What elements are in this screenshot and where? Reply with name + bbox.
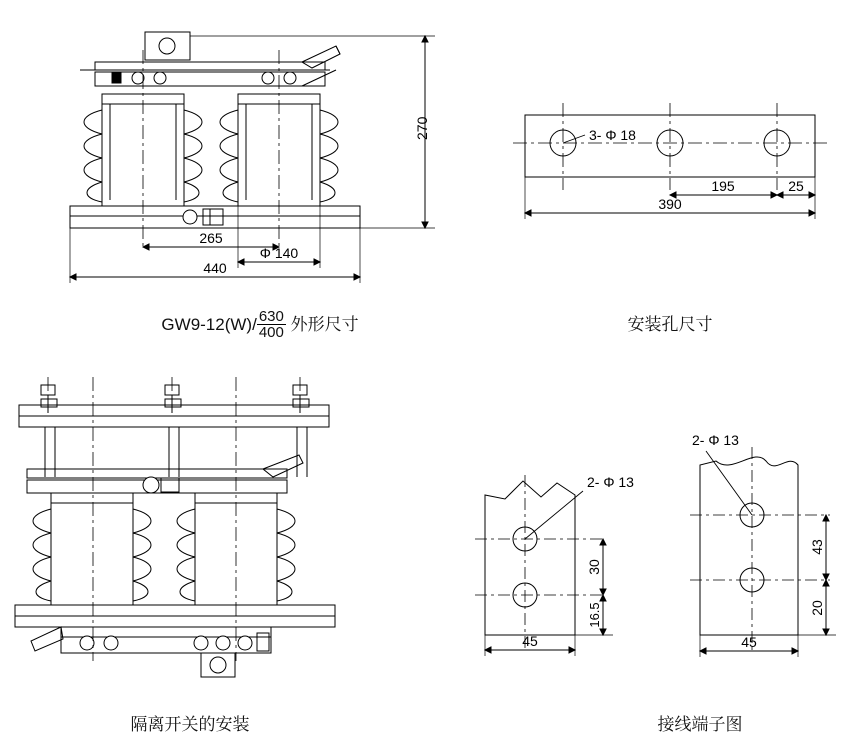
label-45-right: 45 [741, 634, 757, 650]
label-3-phi-18: 3- Φ 18 [589, 127, 636, 143]
terminal-plate-left [485, 481, 575, 635]
bolt-1 [132, 72, 144, 84]
figure-mounting-holes [505, 95, 845, 235]
outline-drawing [40, 10, 460, 300]
label-265: 265 [199, 230, 223, 246]
installation-insulator-left [33, 493, 151, 605]
base-block [203, 209, 223, 225]
caption-1-denominator: 400 [258, 324, 284, 342]
terminal-left-drawing [465, 455, 655, 665]
top-bracket-hole [159, 38, 175, 54]
bolt-2 [154, 72, 166, 84]
bolt-3 [262, 72, 274, 84]
figure-outline-dimensions [40, 10, 460, 300]
mounting-holes-drawing [505, 95, 845, 235]
label-25: 25 [788, 178, 804, 194]
label-30: 30 [586, 559, 602, 575]
label-440: 440 [203, 260, 227, 276]
label-45-left: 45 [522, 633, 538, 649]
caption-figure-2: 安装孔尺寸 [627, 315, 713, 334]
label-195: 195 [711, 178, 735, 194]
installation-drawing [5, 365, 375, 665]
bolt-4 [284, 72, 296, 84]
figure-terminal-left [465, 455, 655, 665]
base-bolt [183, 210, 197, 224]
caption-1-suffix: 外形尺寸 [290, 315, 359, 334]
blade-pivot [143, 477, 159, 493]
terminal-plate-right [700, 457, 798, 635]
label-16-5: 16.5 [587, 602, 602, 628]
lower-bar-top [61, 627, 271, 637]
lower-hook [31, 627, 63, 651]
label-140: Φ 140 [259, 245, 299, 261]
upper-bar-1 [95, 62, 325, 70]
caption-figure-1 [110, 310, 410, 341]
blade-hook [302, 46, 340, 68]
terminal-right-drawing [680, 425, 868, 665]
caption-figure-3: 隔离开关的安装 [130, 715, 250, 734]
label-20: 20 [809, 600, 825, 616]
blade-bar-upper [27, 469, 287, 478]
label-2-phi-13-left: 2- Φ 13 [587, 474, 634, 490]
label-270: 270 [414, 116, 430, 140]
label-390: 390 [658, 196, 682, 212]
contact-block [112, 73, 121, 83]
caption-figure-4: 接线端子图 [657, 715, 743, 734]
caption-1-prefix: GW9-12(W)/ [161, 315, 257, 334]
figure-terminal-right [680, 425, 868, 665]
label-43: 43 [809, 539, 825, 555]
caption-1-fraction [257, 309, 286, 340]
label-2-phi-13-right: 2- Φ 13 [692, 432, 739, 448]
caption-1-numerator: 630 [258, 308, 284, 326]
figure-switch-installation [5, 365, 375, 665]
